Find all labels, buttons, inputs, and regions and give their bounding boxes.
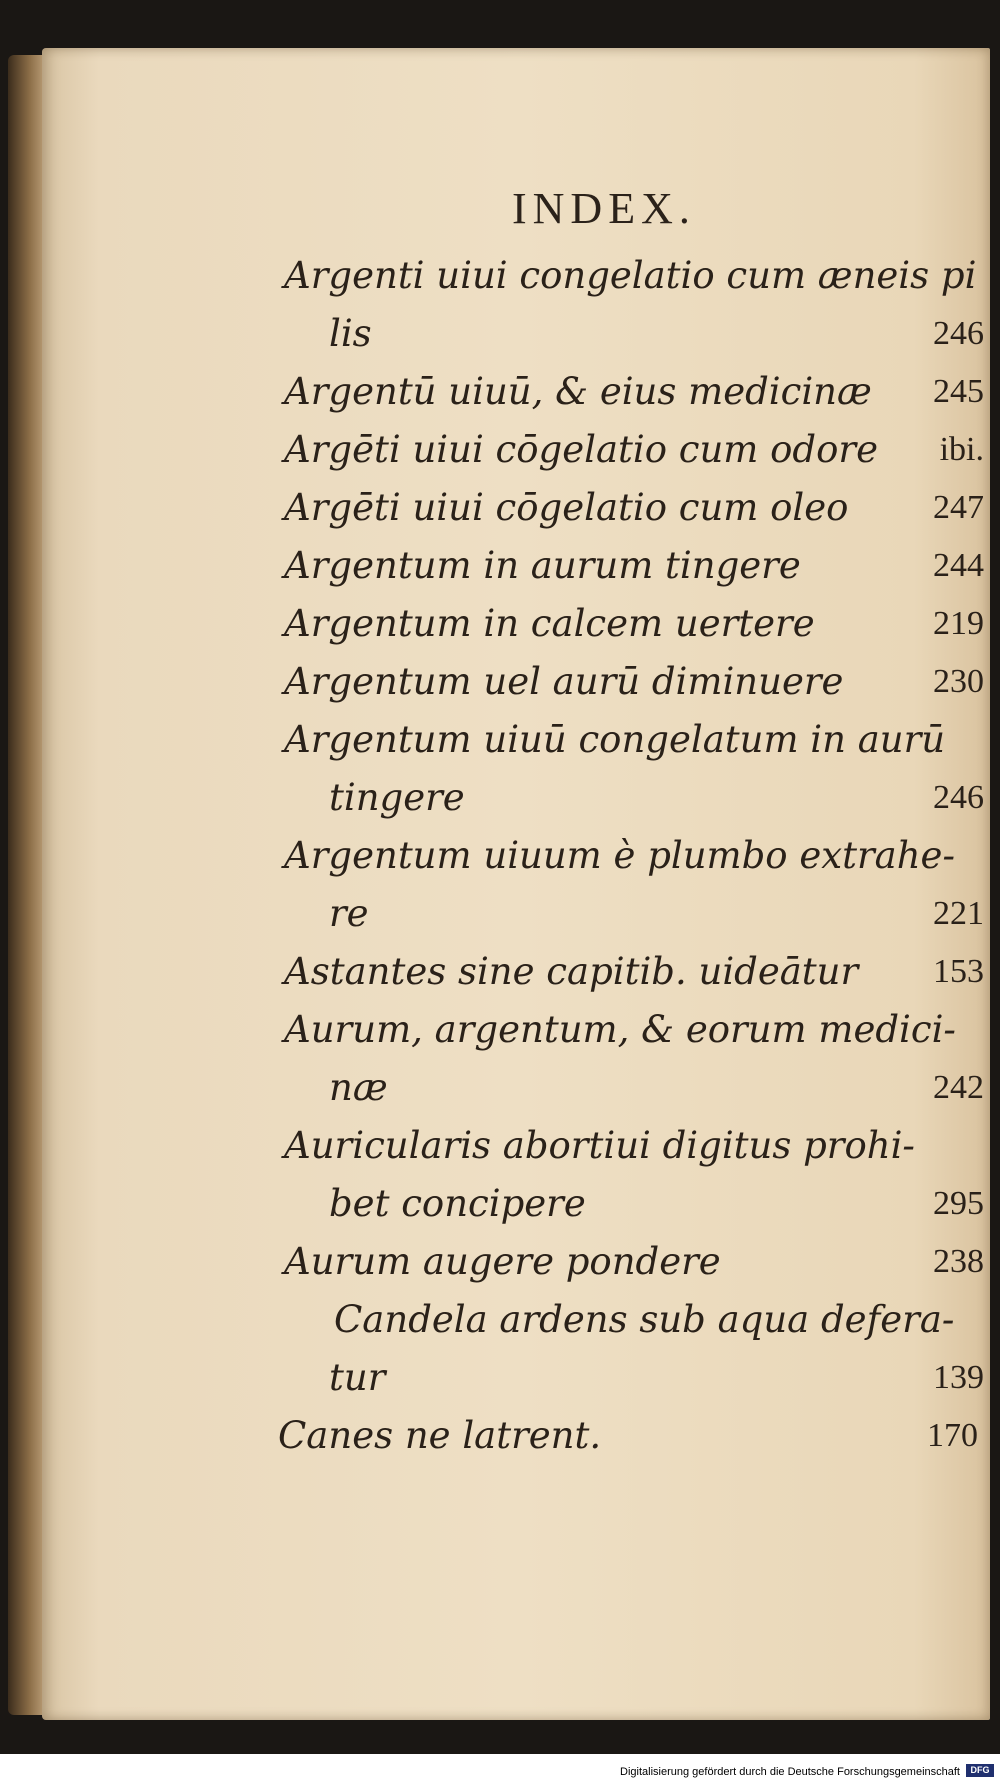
entry-page-number: 246: [933, 779, 984, 816]
entry-page-number: 219: [933, 605, 984, 642]
entry-text: Argenti uiui congelatio cum æneis pi: [284, 254, 977, 297]
entry-text: Argentum uiuū congelatum in aurū: [284, 718, 946, 761]
entry-text: Argentum uiuum è plumbo extrahe-: [284, 834, 955, 877]
entry-text: tur: [329, 1356, 386, 1399]
entry-text: Argentum in aurum tingere: [284, 544, 801, 587]
entry-text: bet concipere: [329, 1182, 586, 1225]
book-page: [42, 48, 990, 1720]
entry-page-number: ibi.: [939, 431, 984, 468]
entry-text: Canes ne latrent.: [278, 1414, 602, 1457]
index-text-block: [42, 48, 990, 1720]
entry-page-number: 170: [927, 1417, 978, 1454]
entry-text: Aurum, argentum, & eorum medici-: [284, 1008, 956, 1051]
entry-page-number: 238: [933, 1243, 984, 1280]
entry-text: tingere: [329, 776, 465, 819]
entry-page-number: 295: [933, 1185, 984, 1222]
entry-page-number: 139: [933, 1359, 984, 1396]
entry-page-number: 247: [933, 489, 984, 526]
entry-text: Argēti uiui cōgelatio cum odore: [284, 428, 878, 471]
digitization-footer: [0, 1754, 1000, 1784]
footer-credit: Digitalisierung gefördert durch die Deutsche Forschungsgemeinschaft: [620, 1766, 960, 1778]
entry-page-number: 153: [933, 953, 984, 990]
entry-text: Candela ardens sub aqua defera-: [334, 1298, 955, 1341]
entry-text: Aurum augere pondere: [284, 1240, 721, 1283]
entry-page-number: 242: [933, 1069, 984, 1106]
entry-page-number: 221: [933, 895, 984, 932]
entry-page-number: 245: [933, 373, 984, 410]
entry-text: re: [329, 892, 369, 935]
entry-page-number: 244: [933, 547, 984, 584]
entry-text: lis: [329, 312, 372, 355]
entry-text: Argentum in calcem uertere: [284, 602, 815, 645]
entry-text: Argentū uiuū, & eius medicinæ: [284, 370, 872, 413]
entry-text: Argentum uel aurū diminuere: [284, 660, 844, 703]
entry-page-number: 246: [933, 315, 984, 352]
entry-text: Auricularis abortiui digitus prohi-: [284, 1124, 915, 1167]
page-heading: INDEX.: [512, 184, 696, 233]
entry-text: Astantes sine capitib. uideātur: [284, 950, 859, 993]
entry-text: Argēti uiui cōgelatio cum oleo: [284, 486, 849, 529]
entry-text: næ: [329, 1066, 388, 1109]
dfg-logo: DFG: [966, 1764, 994, 1777]
entry-page-number: 230: [933, 663, 984, 700]
